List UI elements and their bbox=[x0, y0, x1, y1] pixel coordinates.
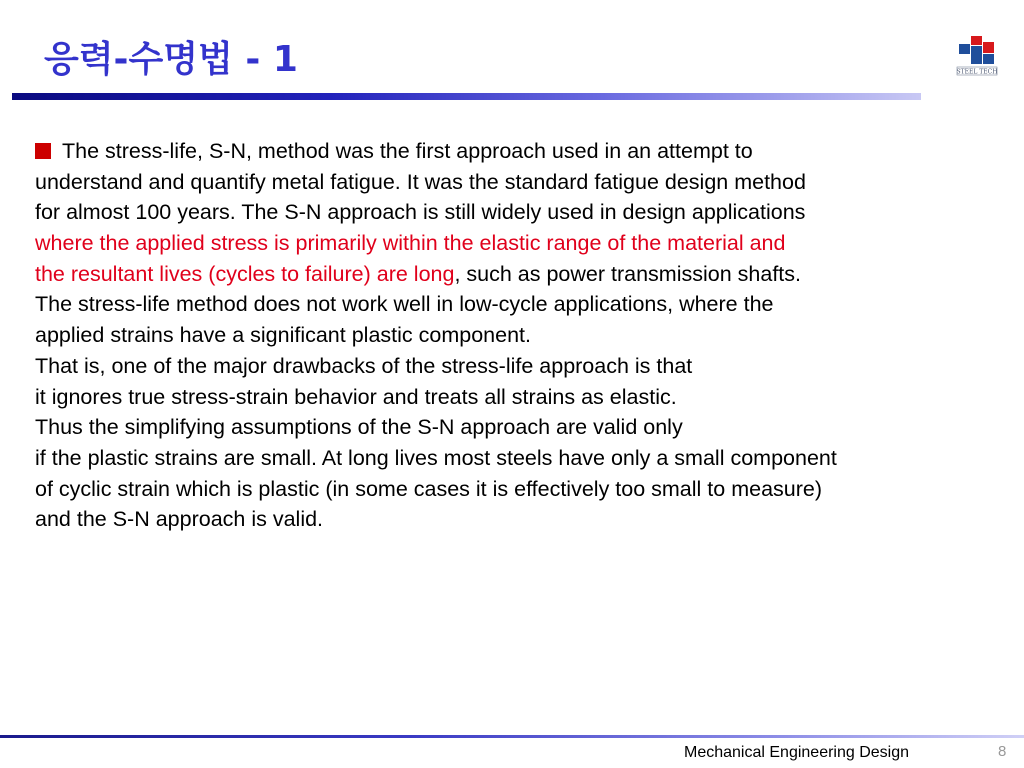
body-line: and the S-N approach is valid. bbox=[35, 507, 324, 532]
body-line: The stress-life, S-N, method was the first approach used in an attempt to bbox=[35, 136, 1000, 167]
slide-title: 응력-수명법 - 1 bbox=[44, 39, 298, 80]
footer-course-title: Mechanical Engineering Design bbox=[684, 744, 910, 761]
body-line: understand and quantify metal fatigue. It was the standard fatigue design method bbox=[35, 169, 806, 194]
body-line: of cyclic strain which is plastic (in some cases it is effectively too small to measure) bbox=[35, 476, 823, 501]
logo-caption: STEEL TECH bbox=[956, 68, 998, 76]
body-line: if the plastic strains are small. At long lives most steels have only a small component bbox=[35, 445, 837, 470]
body-line: That is, one of the major drawbacks of the stress-life approach is that bbox=[35, 353, 693, 378]
body-line: the resultant lives (cycles to failure) are long, such as power transmission shafts. bbox=[35, 261, 801, 286]
page-number: 8 bbox=[998, 743, 1007, 760]
company-logo bbox=[951, 36, 1003, 80]
footer-rule bbox=[0, 735, 1024, 738]
bullet-square-icon bbox=[35, 143, 51, 159]
title-underline bbox=[12, 93, 921, 100]
slide-body bbox=[35, 136, 1000, 535]
highlight-text: the resultant lives (cycles to failure) are long bbox=[35, 261, 455, 286]
body-line: applied strains have a significant plastic component. bbox=[35, 323, 531, 348]
body-line: The stress-life method does not work well in low-cycle applications, where the bbox=[35, 292, 774, 317]
body-line: Thus the simplifying assumptions of the S-N approach are valid only bbox=[35, 415, 683, 440]
body-line-highlight: where the applied stress is primarily within the elastic range of the material and bbox=[35, 231, 786, 256]
body-line: for almost 100 years. The S-N approach is still widely used in design applications bbox=[35, 200, 806, 225]
body-line: it ignores true stress-strain behavior and treats all strains as elastic. bbox=[35, 384, 677, 409]
